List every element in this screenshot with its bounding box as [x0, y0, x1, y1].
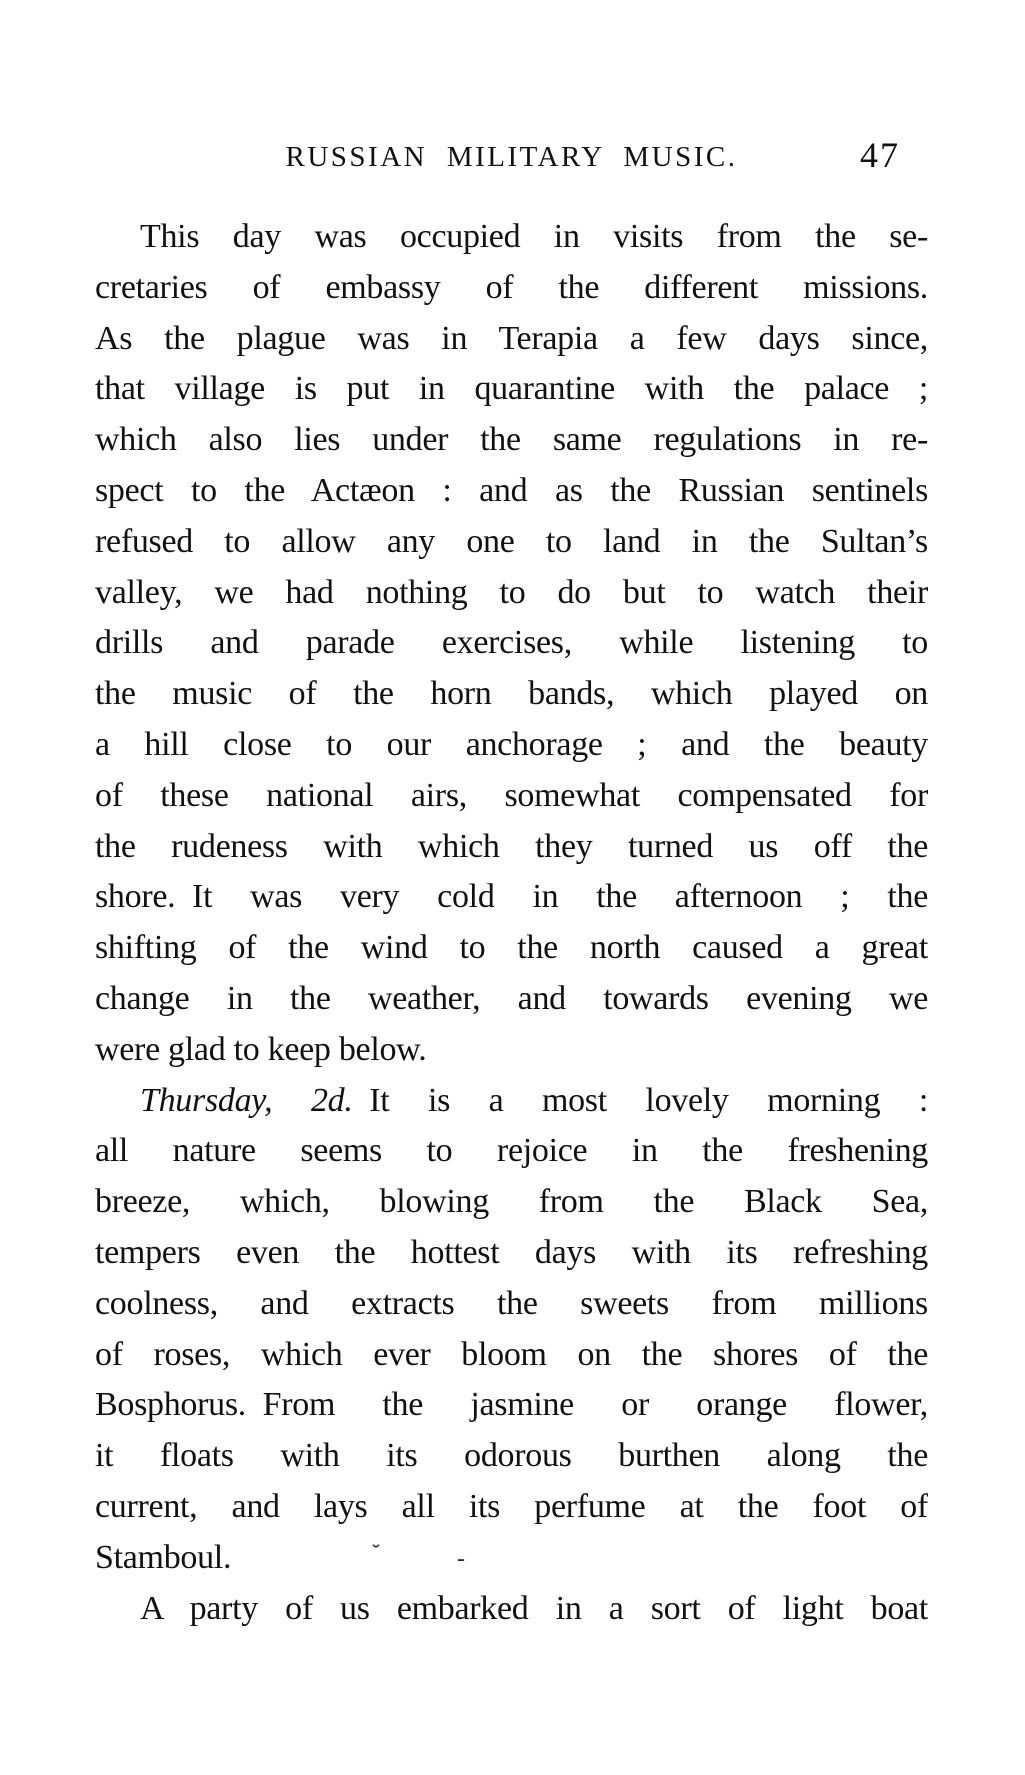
text-line: refused to allow any one to land in the Sultan’s — [95, 522, 928, 560]
text-block — [95, 212, 928, 1634]
text-line: cretaries of embassy of the different missions. — [95, 268, 928, 306]
text-line: Bosphorus. From the jasmine or orange flower, — [95, 1386, 928, 1424]
text-line: of these national airs, somewhat compensated for — [95, 776, 928, 814]
text-line: all nature seems to rejoice in the freshening — [95, 1132, 928, 1170]
text-line: valley, we had nothing to do but to watch their — [95, 573, 928, 611]
text-line: the rudeness with which they turned us off the — [95, 827, 928, 865]
text-line: tempers even the hottest days with its refreshing — [95, 1233, 928, 1271]
text-line: coolness, and extracts the sweets from millions — [95, 1284, 928, 1322]
text-line: shifting of the wind to the north caused a great — [95, 929, 928, 967]
page-header — [95, 135, 928, 180]
italic-date-lead: Thursday, 2d. — [140, 1081, 353, 1119]
text-line: Thursday, 2d. It is a most lovely morning : — [140, 1081, 928, 1119]
text-line: A party of us embarked in a sort of light boat — [140, 1589, 928, 1627]
text-line: drills and parade exercises, while listening to — [95, 624, 928, 662]
print-artifact: ˘ — [372, 1540, 380, 1567]
text-line: current, and lays all its perfume at the foot of — [95, 1487, 928, 1525]
text-line: shore. It was very cold in the afternoon ; the — [95, 878, 928, 916]
text-line: breeze, which, blowing from the Black Sea, — [95, 1183, 928, 1221]
text-line: it floats with its odorous burthen along the — [95, 1437, 928, 1475]
text-line: spect to the Actæon : and as the Russian sentinels — [95, 471, 928, 509]
text-line: that village is put in quarantine with the palace ; — [95, 370, 928, 408]
running-head: RUSSIAN MILITARY MUSIC. — [285, 141, 738, 173]
text-line: were glad to keep below. — [95, 1030, 427, 1068]
text-line: This day was occupied in visits from the se- — [140, 218, 928, 255]
print-artifact: - — [457, 1545, 465, 1572]
text-line: which also lies under the same regulations in re- — [95, 421, 928, 459]
text-line: Stamboul. ˘ - — [95, 1538, 465, 1576]
text-line: change in the weather, and towards evening we — [95, 979, 928, 1017]
text-line: the music of the horn bands, which played on — [95, 675, 928, 713]
text-line: of roses, which ever bloom on the shores of the — [95, 1335, 928, 1373]
text-line: As the plague was in Terapia a few days since, — [95, 319, 928, 357]
text-line: a hill close to our anchorage ; and the beauty — [95, 725, 928, 763]
page-number: 47 — [860, 135, 900, 175]
